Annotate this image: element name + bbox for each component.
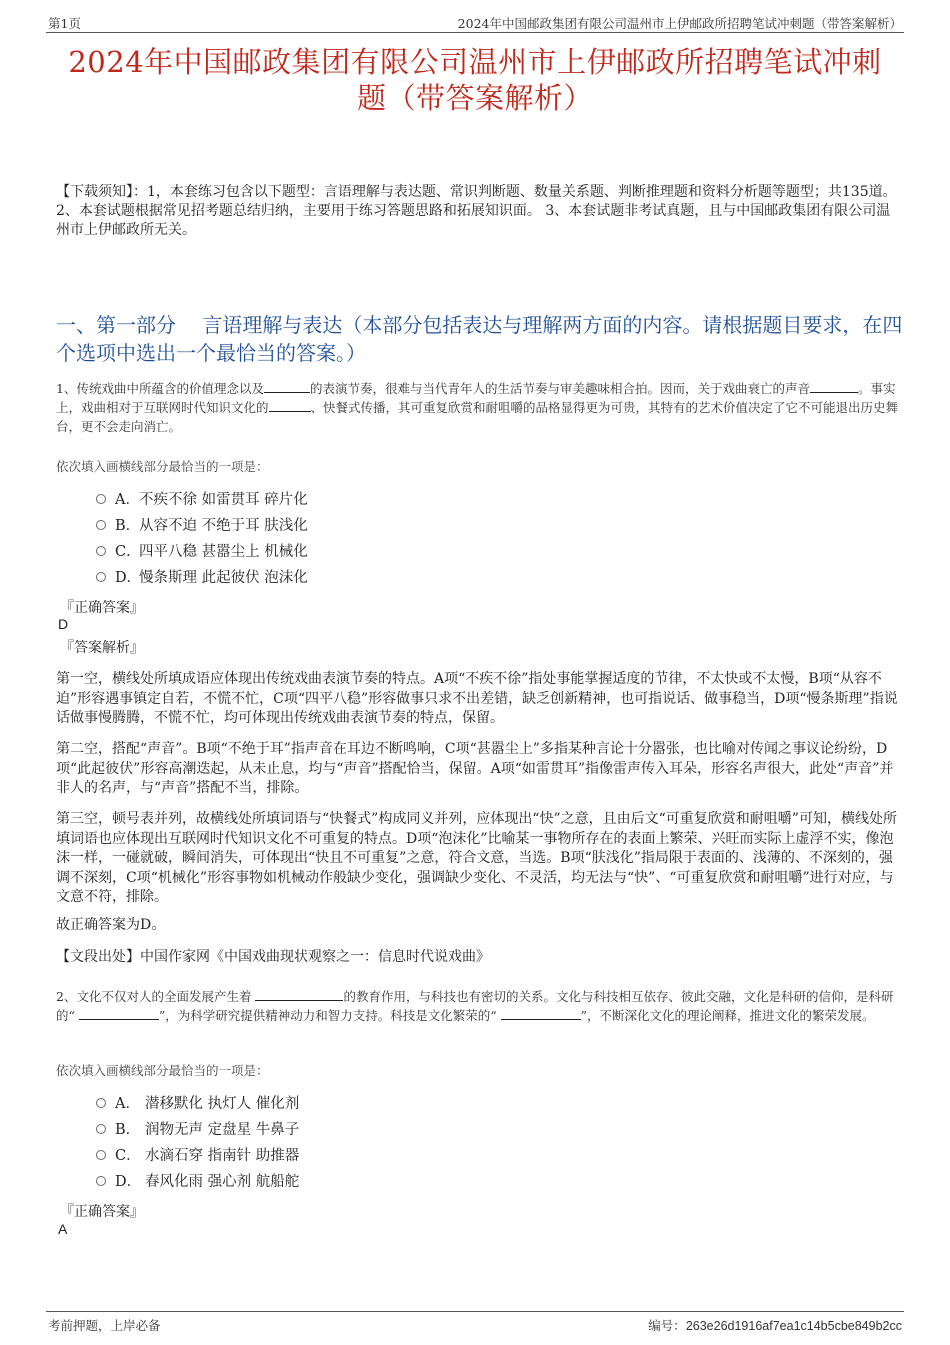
q1-option-c[interactable] (96, 539, 308, 565)
option-text: 从容不迫 不绝于耳 肤浅化 (139, 518, 308, 534)
question-1-prompt: 依次填入画横线部分最恰当的一项是： (56, 459, 269, 474)
q1-analysis-conclusion: 故正确答案为D。 (56, 917, 166, 933)
question-1-options (96, 487, 308, 591)
question-2-prompt: 依次填入画横线部分最恰当的一项是： (56, 1063, 269, 1078)
q1-text-part-1: 1、传统戏曲中所蕴含的价值理念以及 (56, 381, 264, 396)
option-text: 不疾不徐 如雷贯耳 碎片化 (139, 492, 308, 508)
answer-blank (264, 379, 310, 393)
q2-text-part-2: 的教育作用，与科技也有密切的关系。文化与科技相互依存、彼此交融，文化是科研的信仰，是科研的“ (56, 989, 894, 1023)
footer-code (648, 1316, 902, 1334)
option-text: 润物无声 定盘星 牛鼻子 (145, 1122, 300, 1138)
radio-icon[interactable] (96, 546, 106, 556)
q2-option-b[interactable] (96, 1117, 299, 1143)
question-2-text (56, 987, 904, 1025)
option-letter: C． (115, 1148, 141, 1164)
page-footer (46, 1311, 904, 1336)
option-letter: A． (115, 1096, 140, 1112)
option-letter: C． (115, 544, 141, 560)
footer-slogan: 考前押题，上岸必备 (48, 1318, 161, 1333)
option-text: 潜移默化 执灯人 催化剂 (145, 1096, 300, 1112)
header-doc-title: 2024年中国邮政集团有限公司温州市上伊邮政所招聘笔试冲刺题（带答案解析） (457, 16, 902, 31)
radio-icon[interactable] (96, 1176, 106, 1186)
answer-blank (810, 379, 858, 393)
radio-icon[interactable] (96, 1098, 106, 1108)
answer-blank (501, 1006, 581, 1020)
q1-text-part-3: 。事实上，戏曲相对于互联网时代知识文化的 (56, 381, 896, 415)
option-letter: B． (115, 1122, 141, 1138)
q1-option-b[interactable] (96, 513, 308, 539)
q2-answer: A (58, 1221, 68, 1237)
radio-icon[interactable] (96, 520, 106, 530)
page-header (46, 10, 904, 33)
radio-icon[interactable] (96, 494, 106, 504)
title-line-2: 题（带答案解析） (356, 81, 593, 115)
q2-text-part-4: ”，不断深化文化的理论阐释，推进文化的繁荣发展。 (580, 1008, 875, 1023)
radio-icon[interactable] (96, 1150, 106, 1160)
q1-analysis-label: 『答案解析』 (60, 640, 144, 656)
q1-analysis-para-2: 第二空，搭配“声音”。B项“不绝于耳”指声音在耳边不断鸣响，C项“甚嚣尘上”多指某种言论十分嚣张，也比喻对传闻之事议论纷纷，D项“此起彼伏”形容高潮迭起，从未止息，均与“声音”搭配恰当，保留。A项“如雷贯耳”指像雷声传入耳朵，形容名声很大，此处“声音”并非人的名声，与“声音”搭配不当，排除。 (56, 741, 894, 796)
option-text: 四平八稳 甚嚣尘上 机械化 (139, 544, 308, 560)
document-title (46, 44, 904, 116)
q2-text-part-1: 2、文化不仅对人的全面发展产生着 (56, 989, 256, 1004)
section-heading: 一、第一部分 言语理解与表达（本部分包括表达与理解两方面的内容。请根据题目要求，在四个选项中选出一个最恰当的答案。） (56, 313, 903, 365)
q1-answer-label: 『正确答案』 (60, 600, 144, 616)
q2-option-c[interactable] (96, 1143, 299, 1169)
q1-text-part-2: 的表演节奏，很难与当代青年人的生活节奏与审美趣味相合拍。因而，关于戏曲衰亡的声音 (309, 381, 810, 396)
q2-text-part-3: ”，为科学研究提供精神动力和智力支持。科技是文化繁荣的“ (158, 1008, 501, 1023)
q1-analysis-para-3: 第三空，顿号表并列，故横线处所填词语与“快餐式”构成同义并列，应体现出“快”之意，且由后文“可重复欣赏和耐咀嚼”可知，横线处所填词语也应体现出互联网时代知识文化不可重复的特点。D项“泡沫化”比喻某一事物所存在的表面上繁荣、兴旺而实际上虚浮不实，像泡沫一样，一碰就破，瞬间消失，可体现出“快且不可重复”之意，符合文意，当选。B项“肤浅化”指局限于表面的、浅薄的、不深刻的，强调不深刻，C项“机械化”形容事物如机械动作般缺少变化，强调缺少变化、不灵活，均无法与“快”、“可重复欣赏和耐咀嚼”进行对应，与文意不符，排除。 (56, 811, 897, 905)
q1-option-a[interactable] (96, 487, 308, 513)
option-letter: D． (115, 570, 142, 586)
option-letter: A． (115, 492, 140, 508)
q1-analysis-para-1: 第一空，横线处所填成语应体现出传统戏曲表演节奏的特点。A项“不疾不徐”指处事能掌握适度的节律，不太快或不太慢，B项“从容不迫”形容遇事镇定自若，不慌不忙，C项“四平八稳”形容做事只求不出差错，缺乏创新精神，也可指说话、做事稳当，D项“慢条斯理”指说话做事慢腾腾，不慌不忙，均可体现出传统戏曲表演节奏的特点，保留。 (56, 671, 898, 726)
option-text: 春风化雨 强心剂 航船舵 (145, 1174, 300, 1190)
q1-answer: D (58, 616, 69, 632)
option-text: 水滴石穿 指南针 助推器 (145, 1148, 300, 1164)
q2-option-a[interactable] (96, 1091, 299, 1117)
answer-blank (269, 398, 311, 412)
q1-option-d[interactable] (96, 565, 308, 591)
radio-icon[interactable] (96, 572, 106, 582)
option-letter: D． (115, 1174, 142, 1190)
option-letter: B． (115, 518, 141, 534)
q1-text-part-4: 、快餐式传播，其可重复欣赏和耐咀嚼的品格显得更为可贵，其特有的艺术价值决定了它不可能退出历史舞台，更不会走向消亡。 (56, 400, 899, 434)
option-text: 慢条斯理 此起彼伏 泡沫化 (139, 570, 308, 586)
page-number: 第1页 (48, 16, 81, 31)
footer-code-label: 编号： (648, 1318, 686, 1333)
q2-option-d[interactable] (96, 1169, 299, 1195)
download-notice: 【下载须知】：1，本套练习包含以下题型：言语理解与表达题、常识判断题、数量关系题、判断推理题和资料分析题等题型；共135道。 2、本套试题根据常见招考题总结归纳，主要用于练习答题思路和拓展知识面。 3、本套试题非考试真题，且与中国邮政集团有限公司温州市上伊邮政所无关。 (56, 184, 897, 238)
q1-source: 【文段出处】中国作家网《中国戏曲现状观察之一：信息时代说戏曲》 (56, 949, 490, 965)
footer-code-value: 263e26d1916af7ea1c14b5cbe849b2cc (685, 1319, 902, 1333)
radio-icon[interactable] (96, 1124, 106, 1134)
answer-blank (255, 987, 343, 1001)
q2-answer-label: 『正确答案』 (60, 1204, 144, 1220)
answer-blank (79, 1006, 159, 1020)
title-line-1: 2024年中国邮政集团有限公司温州市上伊邮政所招聘笔试冲刺 (68, 45, 882, 79)
question-1-text (56, 379, 904, 436)
question-2-options (96, 1091, 299, 1195)
